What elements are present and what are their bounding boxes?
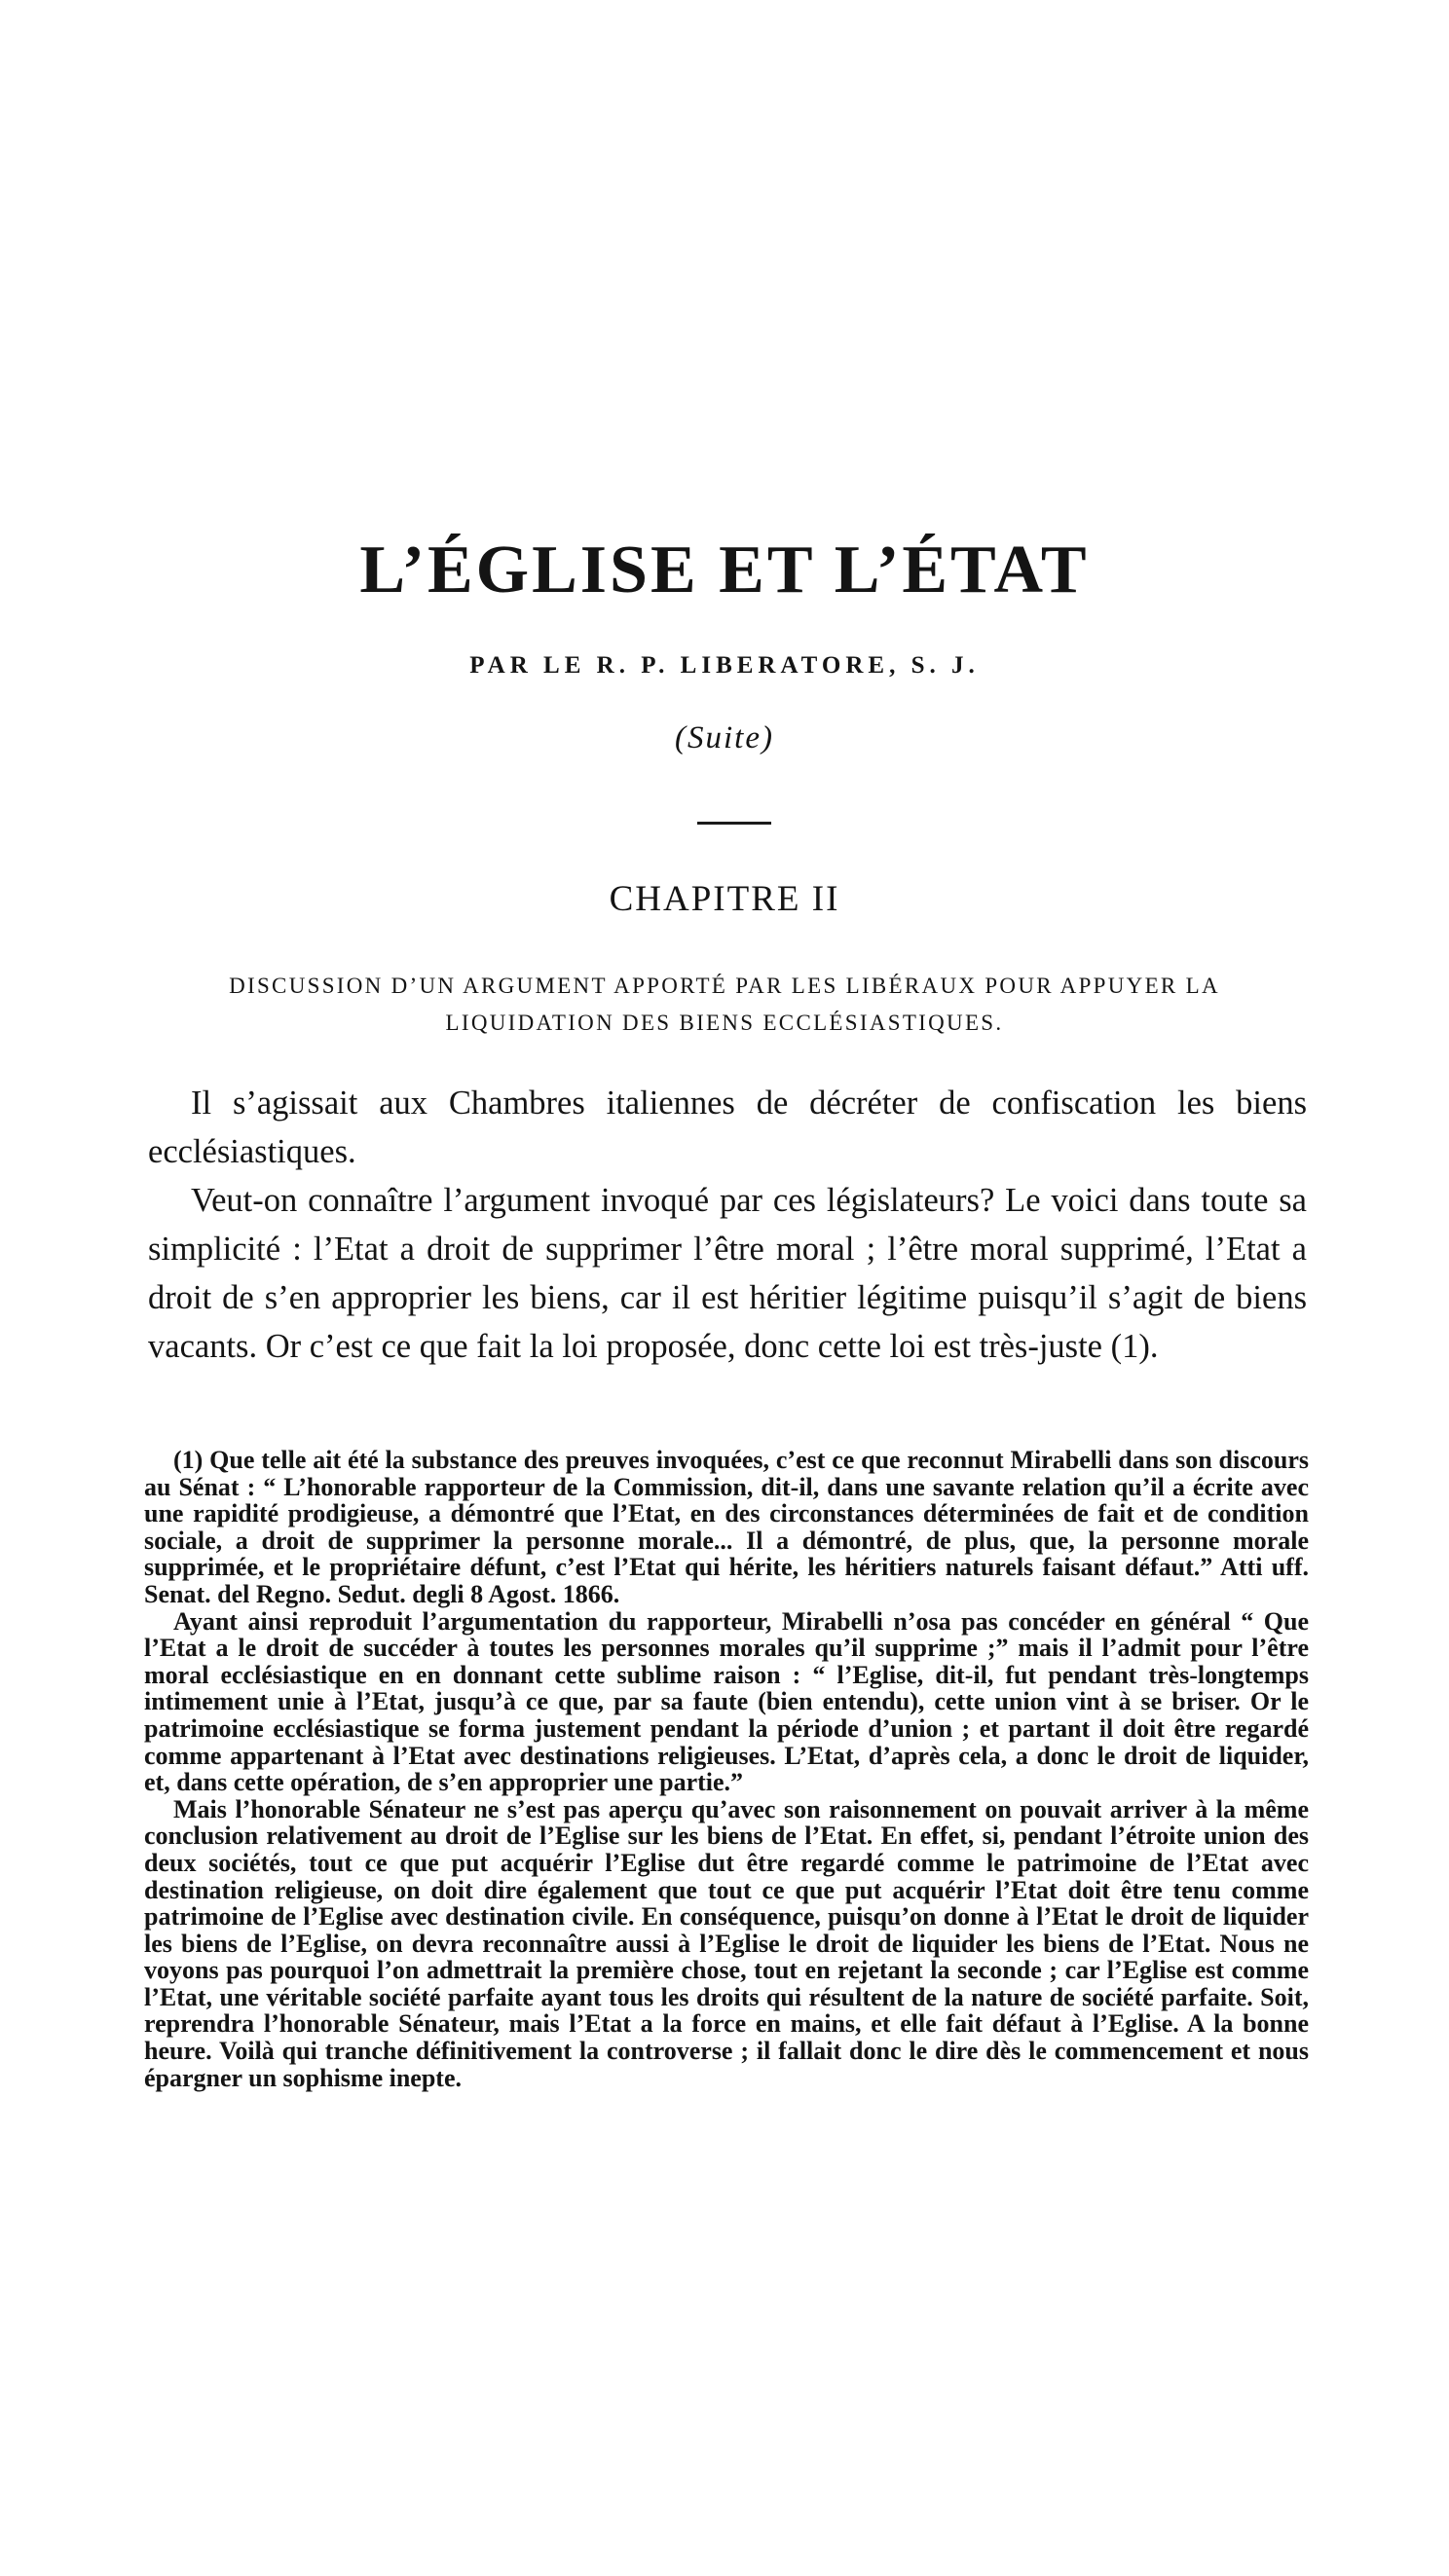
body-paragraph: Veut-on connaître l’argument invoqué par ces législateurs? Le voici dans toute sa simplicité : l’Etat a droit de supprimer l’être moral ; l’être moral supprimé, l’Etat a droit de s’en approprier les biens, car il est héritier légitime puisqu’il s’agit de biens vacants. Or c’est ce que fait la loi proposée, donc cette loi est très-juste (1). [148,1182,1307,1365]
chapter-heading: CHAPITRE II [609,879,840,919]
main-text [148,1079,1307,1371]
footnote-paragraph: (1) Que telle ait été la substance des preuves invoquées, c’est ce que reconnut Mirabelli dans son discours au Sénat : “ L’honorable rapporteur de la Commission, dit-il, dans une savante relation qu’il a écrite avec une rapidité prodigieuse, a démontré que l’Etat, en des circonstances déterminées de fait et de condition sociale, a droit de supprimer la personne morale... Il a démontré, de plus, que, la personne morale supprimée, et le propriétaire défunt, c’est l’Etat qui hérite, les héritiers naturels faisant défaut.” Atti uff. Senat. del Regno. Sedut. degli 8 Agost. 1866. [144,1446,1309,1608]
footnote-paragraph: Ayant ainsi reproduit l’argumentation du rapporteur, Mirabelli n’osa pas concéder en général “ Que l’Etat a le droit de succéder à toutes les personnes morales qu’il supprime ;” mais il l’admit pour l’être moral ecclésiastique en en donnant cette sublime raison : “ l’Eglise, dit-il, fut pendant très-longtemps intimement unie à l’Etat, jusqu’à ce que, par sa faute (bien entendu), cette union vint à se briser. Or le patrimoine ecclésiastique se forma justement pendant la période d’union ; et partant il doit être regardé comme appartenant à l’Etat avec destinations religieuses. L’Etat, d’après cela, a donc le droit de liquider, et, dans cette opération, de s’en approprier une partie.” [144,1606,1309,1797]
article-title: L’ÉGLISE ET L’ÉTAT [359,533,1090,607]
body-paragraph: Il s’agissait aux Chambres italiennes de décréter de confiscation les biens ecclésiastiques. [148,1085,1307,1170]
title-divider [697,822,771,825]
footnote-paragraph: Mais l’honorable Sénateur ne s’est pas aperçu qu’avec son raisonnement on pouvait arriver à la même conclusion relativement au droit de l’Eglise sur les biens de l’Etat. En effet, si, pendant l’étroite union des deux sociétés, tout ce que put acquérir l’Eglise dut être regardé comme le patrimoine de l’Etat avec destination religieuse, on doit dire également que tout ce que put acquérir l’Etat doit être tenu comme patrimoine de l’Eglise avec destination civile. En conséquence, puisqu’on donne à l’Etat le droit de liquider les biens de l’Eglise, on devra reconnaître aussi à l’Eglise le droit de liquider les biens de l’Etat. Nous ne voyons pas pourquoi l’on admettrait la première chose, tout en rejetant la seconde ; car l’Eglise est comme l’Etat, une véritable société parfaite ayant tous les droits qui résultent de la nature de société parfaite. Soit, reprendra l’honorable Sénateur, mais l’Etat a la force en mains, et elle fait défaut à l’Eglise. A la bonne heure. Voilà qui tranche définitivement la controverse ; il fallait donc le dire dès le commencement et nous épargner un sophisme inepte. [144,1794,1309,2092]
chapter-subtitle: DISCUSSION D’UN ARGUMENT APPORTÉ PAR LES LIBÉRAUX POUR APPUYER LA LIQUIDATION DES BIENS ECCLÉSIASTIQUES. [229,974,1220,1035]
article-author: PAR LE R. P. LIBERATORE, S. J. [469,652,980,679]
continuation-note: (Suite) [675,720,774,755]
footnotes [144,1447,1309,2091]
